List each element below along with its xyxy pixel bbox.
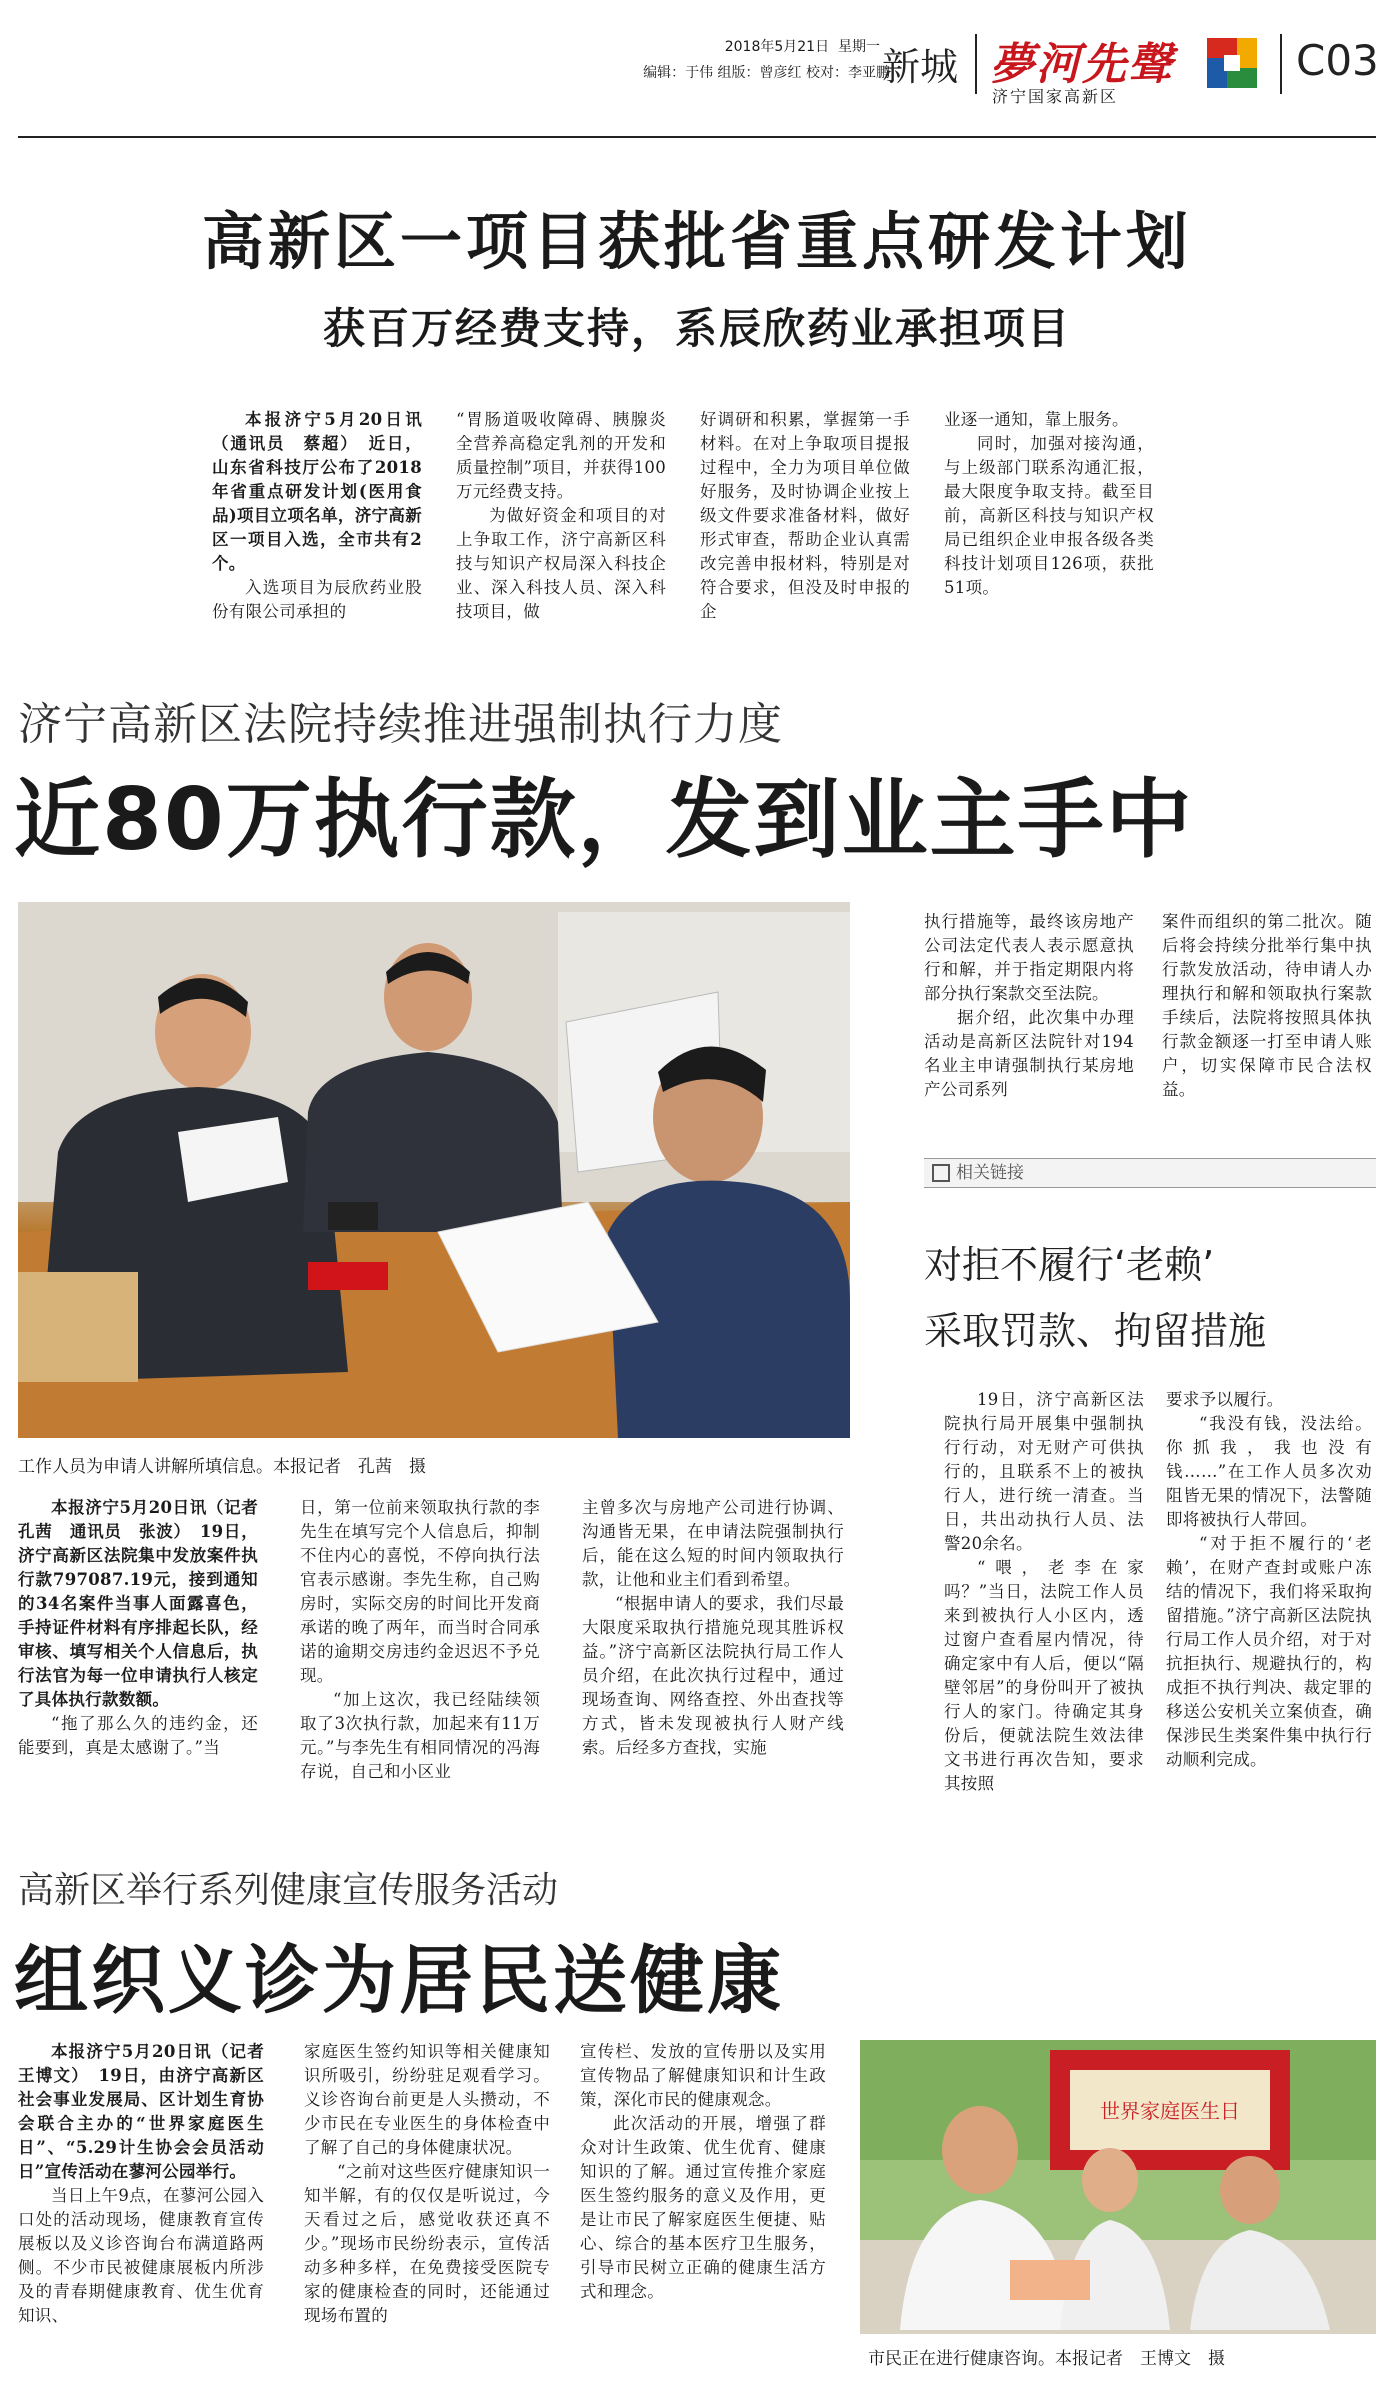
article3-p1: 本报济宁5月20日讯（记者 王博文） 19日，由济宁高新区社会事业发展局、区计划生育协会联合主办的“世界家庭医生日”、“5.29计生协会会员活动日”宣传活动在蓼河公园举行。 [18, 2042, 281, 2181]
article2-kicker: 济宁高新区法院持续推进强制执行力度 [18, 699, 783, 750]
brand-name: 夢河先聲 [990, 39, 1174, 90]
banner-text: 世界家庭医生日 [1100, 2099, 1240, 2123]
article2-p1: 本报济宁5月20日讯（记者 孔茜 通讯员 张波） 19日，济宁高新区法院集中发放案件执行款797087.19元，接到通知的34名案件当事人面露喜色，手持证件材料有序排起长队，经审核、填写相关个人信息后，执行法官为每一位申请执行人核定了具体执行款数额。 [18, 1498, 275, 1709]
article1-col1 [212, 408, 422, 624]
article2-col1 [18, 1496, 275, 1760]
header-editors: 编辑：于伟 组版：曾彦红 校对：李亚鹏 [643, 65, 890, 81]
article1-subtitle: 获百万经费支持，系辰欣药业承担项目 [322, 304, 1071, 353]
brand-logo [1207, 38, 1257, 88]
related-col2 [1166, 1388, 1372, 1772]
article1-col4 [944, 408, 1154, 600]
health-photo [860, 2040, 1376, 2334]
header-weekday: 星期一 [838, 39, 880, 55]
header-date: 2018年5月21日 [724, 39, 830, 55]
article3-photo-caption: 市民正在进行健康咨询。本报记者 王博文 摄 [868, 2349, 1225, 2369]
article2-right-col2 [1162, 910, 1372, 1102]
article2-rp2: 据介绍，此次集中办理活动是高新区法院针对194名业主申请强制执行某房地产公司系列 [924, 1008, 1134, 1099]
article2-rp3: 案件而组织的第二批次。随后将会持续分批举行集中执行款发放活动，待申请人办理执行和解和领取执行案款手续后，法院将按照具体执行款金额逐一打至申请人账户，切实保障市民合法权益。 [1162, 912, 1372, 1099]
article2-right-col1 [924, 910, 1134, 1102]
article3-col2 [304, 2040, 550, 2328]
article3-p3: 家庭医生签约知识等相关健康知识所吸引，纷纷驻足观看学习。义诊咨询台前更是人头攒动，不少市民在专业医生的身体检查中了解了自己的身体健康状况。 [304, 2042, 550, 2157]
article1-p6: 业逐一通知，靠上服务。 [944, 410, 1129, 429]
article1-p1: 本报济宁5月20日讯（通讯员 蔡超） 近日，山东省科技厅公布了2018年省重点研发计划(医用食品)项目立项名单，济宁高新区一项目入选，全市共有2个。 [212, 410, 422, 573]
article3-p2: 当日上午9点，在蓼河公园入口处的活动现场，健康教育宣传展板以及义诊咨询台布满道路两侧。不少市民被健康展板内所涉及的青春期健康教育、优生优育知识、 [18, 2186, 264, 2325]
article1-col3 [700, 408, 910, 624]
article2-col2 [300, 1496, 540, 1784]
brand-subtitle: 济宁国家高新区 [992, 87, 1119, 106]
article2-p3: 日，第一位前来领取执行款的李先生在填写完个人信息后，抑制不住内心的喜悦，不停向执行法官表示感谢。李先生称，自己购房时，实际交房的时间比开发商承诺的晚了两年，而当时合同承诺的逾期交房违约金迟迟不予兑现。 [300, 1498, 540, 1685]
article1-p2: 入选项目为辰欣药业股份有限公司承担的 [212, 578, 422, 621]
related-title-line2: 采取罚款、拘留措施 [924, 1309, 1267, 1353]
related-p4: “我没有钱，没法给。你抓我，我也没有钱……”在工作人员多次劝阻皆无果的情况下，法警随即将被执行人带回。 [1166, 1414, 1372, 1529]
related-p3: 要求予以履行。 [1166, 1390, 1284, 1409]
article3-p6: 此次活动的开展，增强了群众对计生政策、优生优育、健康知识的了解。通过宣传推介家庭医生签约服务的意义及作用，更是让市民了解家庭医生便捷、贴心、综合的基本医疗卫生服务，引导市民树立正确的健康生活方式和理念。 [580, 2114, 826, 2301]
article1-p4: 为做好资金和项目的对上争取工作，济宁高新区科技与知识产权局深入科技企业、深入科技人员、深入科技项目，做 [456, 506, 666, 621]
page-number: C03 [1296, 36, 1379, 85]
article2-title: 近80万执行款，发到业主手中 [14, 770, 1194, 870]
article1-p5: 好调研和积累，掌握第一手材料。在对上争取项目提报过程中，全力为项目单位做好服务，及时协调企业按上级文件要求准备材料，做好形式审查，帮助企业认真需改完善申报材料，特别是对符合要求，但没及时申报的企 [700, 410, 910, 621]
header-divider-2 [1280, 34, 1282, 94]
header-rule [18, 136, 1376, 138]
article2-col3 [582, 1496, 844, 1760]
article1-title: 高新区一项目获批省重点研发计划 [201, 205, 1192, 278]
article2-p5: 主曾多次与房地产公司进行协调、沟通皆无果，在申请法院强制执行后，能在这么短的时间内领取执行款，让他和业主们看到希望。 [582, 1498, 844, 1589]
article2-p6: “根据申请人的要求，我们尽最大限度采取执行措施兑现其胜诉权益。”济宁高新区法院执行局工作人员介绍，在此次执行过程中，通过现场查询、网络查控、外出查找等方式，皆未发现被执行人财产线索。后经多方查找，实施 [582, 1594, 844, 1757]
related-title-line1: 对拒不履行‘老赖’ [924, 1243, 1215, 1287]
section-name: 新城 [882, 45, 959, 89]
article3-col1 [18, 2040, 281, 2328]
article2-rp1: 执行措施等，最终该房地产公司法定代表人表示愿意执行和解，并于指定期限内将部分执行案款交至法院。 [924, 912, 1134, 1003]
related-p1: 19日，济宁高新区法院执行局开展集中强制执行行动，对无财产可供执行的，且联系不上的被执行人，进行统一清查。当日，共出动执行人员、法警20余名。 [944, 1390, 1144, 1553]
header-divider [975, 34, 977, 94]
article3-p5: 宣传栏、发放的宣传册以及实用宣传物品了解健康知识和计生政策，深化市民的健康观念。 [580, 2042, 826, 2109]
court-photo [18, 902, 850, 1438]
related-p2: “喂，老李在家吗？”当日，法院工作人员来到被执行人小区内，透过窗户查看屋内情况，待确定家中有人后，便以“隔壁邻居”的身份叫开了被执行人的家门。待确定其身份后，便就法院生效法律文书进行再次告知，要求其按照 [944, 1558, 1144, 1793]
article3-kicker: 高新区举行系列健康宣传服务活动 [18, 1870, 559, 1911]
related-p5: “对于拒不履行的‘老赖’，在财产查封或账户冻结的情况下，我们将采取拘留措施。”济宁高新区法院执行局工作人员介绍，对于对抗拒执行、规避执行的，构成拒不执行判决、裁定罪的移送公安机关立案侦查，确保涉民生类案件集中执行行动顺利完成。 [1166, 1534, 1372, 1769]
article1-col2 [456, 408, 666, 624]
article3-p4: “之前对这些医疗健康知识一知半解，有的仅仅是听说过，今天看过之后，感觉收获还真不少。”现场市民纷纷表示，宣传活动多种多样，在免费接受医院专家的健康检查的同时，还能通过现场布置的 [304, 2162, 550, 2325]
article2-photo-caption: 工作人员为申请人讲解所填信息。本报记者 孔茜 摄 [18, 1457, 426, 1477]
article2-p2: “拖了那么久的违约金，还能要到，真是太感谢了。”当 [18, 1714, 258, 1757]
related-link-icon [932, 1164, 950, 1182]
article1-p7: 同时，加强对接沟通，与上级部门联系沟通汇报，最大限度争取支持。截至目前，高新区科技与知识产权局已组织企业申报各级各类科技计划项目126项，获批51项。 [944, 434, 1154, 597]
related-col1 [944, 1388, 1144, 1796]
related-link-label: 相关链接 [956, 1163, 1024, 1183]
related-link-bar [924, 1158, 1376, 1188]
header-dateline [640, 36, 880, 56]
article3-title: 组织义诊为居民送健康 [14, 1938, 784, 2024]
article3-col3 [580, 2040, 826, 2304]
article1-p3: “胃肠道吸收障碍、胰腺炎全营养高稳定乳剂的开发和质量控制”项目，并获得100万元经费支持。 [456, 410, 666, 501]
article2-p4: “加上这次，我已经陆续领取了3次执行款，加起来有11万元。”与李先生有相同情况的冯海存说，自己和小区业 [300, 1690, 540, 1781]
